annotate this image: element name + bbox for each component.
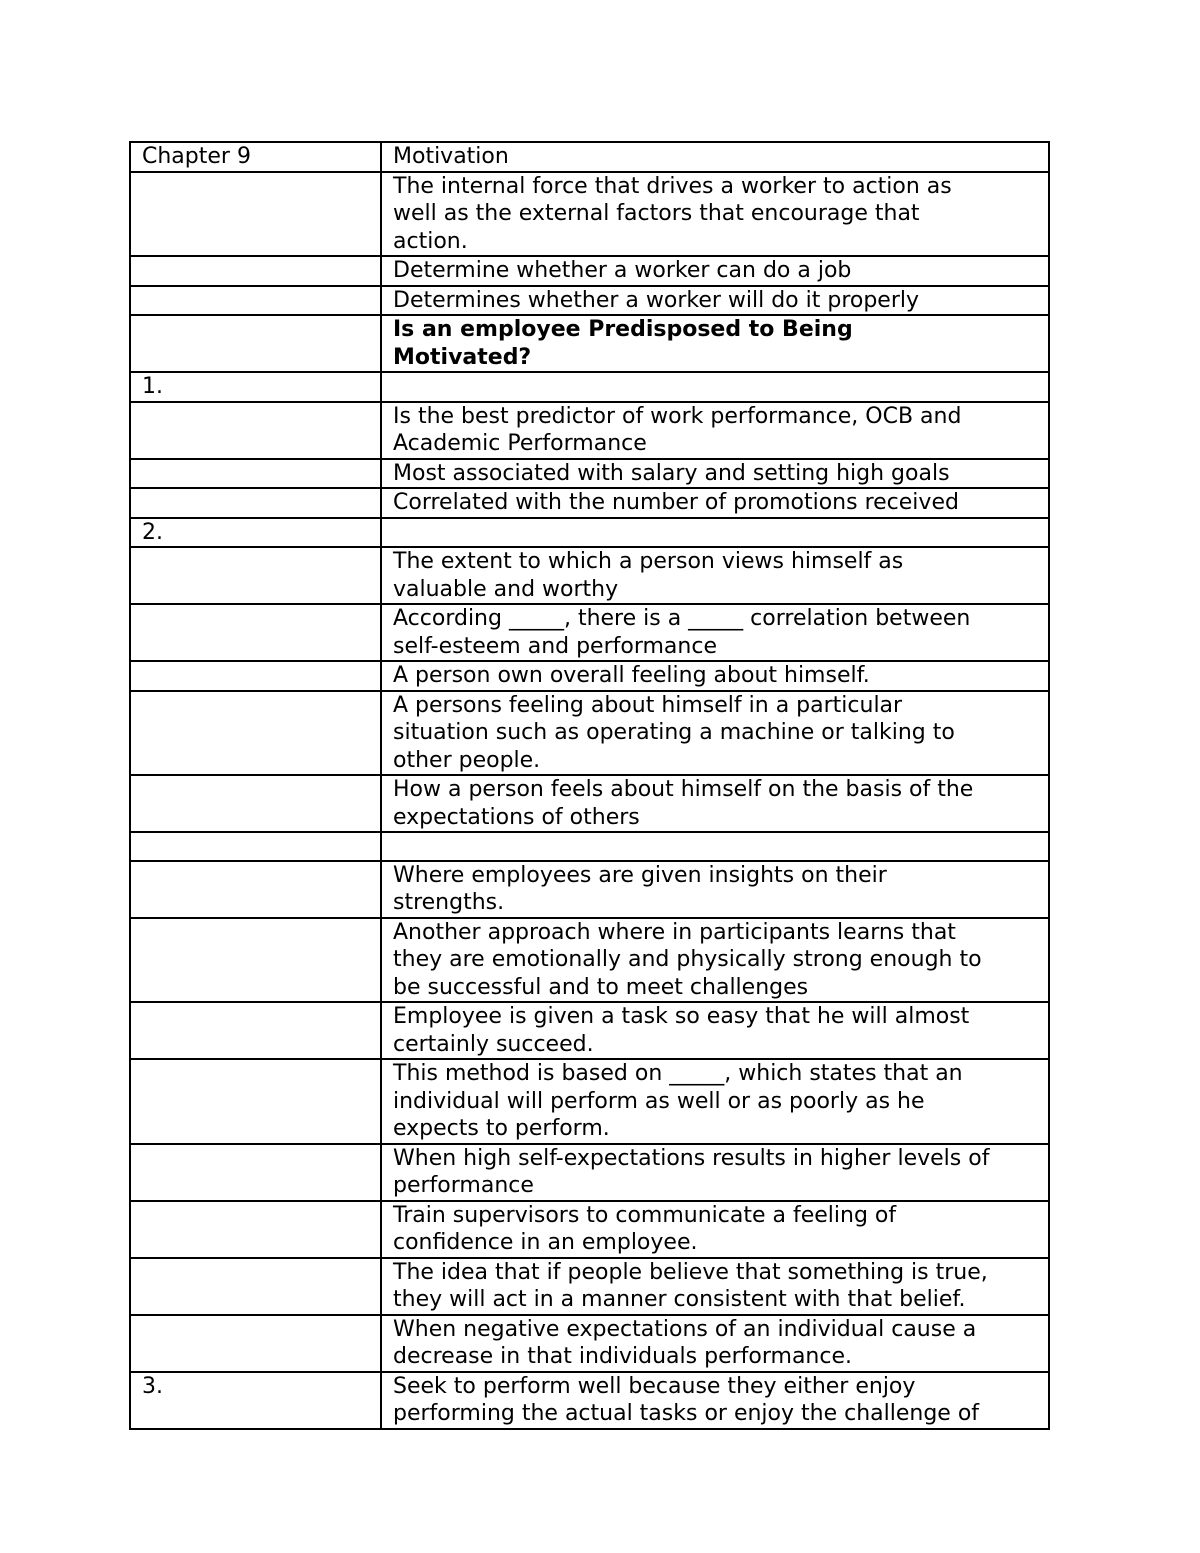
row-label-cell: [130, 1059, 381, 1144]
row-label-cell: [130, 315, 381, 372]
row-text-cell: Employee is given a task so easy that he will almost certainly succeed.: [381, 1002, 1049, 1059]
row-text-cell: Determines whether a worker will do it properly: [381, 286, 1049, 316]
row-text-cell: Most associated with salary and setting high goals: [381, 459, 1049, 489]
row-text-cell: Another approach where in participants learns that they are emotionally and physically strong enough to be successful and to meet challenges: [381, 918, 1049, 1003]
notes-table-body: [130, 142, 1049, 1429]
table-row: [130, 832, 1049, 861]
row-label-cell: [130, 832, 381, 861]
table-row: [130, 918, 1049, 1003]
table-row: [130, 1201, 1049, 1258]
row-label-cell: [130, 1201, 381, 1258]
table-row: [130, 488, 1049, 518]
row-text-cell: The internal force that drives a worker to action as well as the external factors that encourage that action.: [381, 172, 1049, 257]
row-label-cell: [130, 547, 381, 604]
row-text-cell: When negative expectations of an individual cause a decrease in that individuals performance.: [381, 1315, 1049, 1372]
table-row: [130, 775, 1049, 832]
table-row: [130, 1258, 1049, 1315]
row-text-cell: [381, 518, 1049, 548]
table-row: [130, 315, 1049, 372]
row-label-cell: [130, 918, 381, 1003]
row-text-cell: A person own overall feeling about himself.: [381, 661, 1049, 691]
notes-table: [129, 141, 1050, 1430]
table-row: [130, 1315, 1049, 1372]
row-text-cell: [381, 372, 1049, 402]
row-label-cell: 2.: [130, 518, 381, 548]
table-row: [130, 372, 1049, 402]
table-row: [130, 691, 1049, 776]
row-label-cell: 1.: [130, 372, 381, 402]
row-label-cell: [130, 604, 381, 661]
table-row: [130, 172, 1049, 257]
row-label-cell: [130, 775, 381, 832]
row-text-cell: The extent to which a person views himself as valuable and worthy: [381, 547, 1049, 604]
row-label-cell: [130, 1002, 381, 1059]
row-label-cell: [130, 488, 381, 518]
row-label-cell: [130, 256, 381, 286]
row-label-cell: [130, 286, 381, 316]
row-label-cell: [130, 1144, 381, 1201]
row-text-cell: How a person feels about himself on the basis of the expectations of others: [381, 775, 1049, 832]
table-row: [130, 1144, 1049, 1201]
row-label-cell: [130, 661, 381, 691]
row-text-cell: When high self-expectations results in higher levels of performance: [381, 1144, 1049, 1201]
row-text-cell: According _____, there is a _____ correlation between self-esteem and performance: [381, 604, 1049, 661]
row-label-cell: [130, 1258, 381, 1315]
row-text-cell: Is the best predictor of work performance, OCB and Academic Performance: [381, 402, 1049, 459]
row-text-cell: Motivation: [381, 142, 1049, 172]
table-row: [130, 1002, 1049, 1059]
table-row: [130, 604, 1049, 661]
row-text-cell: The idea that if people believe that something is true, they will act in a manner consistent with that belief.: [381, 1258, 1049, 1315]
table-row: [130, 861, 1049, 918]
row-text-cell: Seek to perform well because they either enjoy performing the actual tasks or enjoy the challenge of: [381, 1372, 1049, 1429]
row-text-cell: Correlated with the number of promotions received: [381, 488, 1049, 518]
row-label-cell: [130, 402, 381, 459]
row-label-cell: 3.: [130, 1372, 381, 1429]
row-label-cell: [130, 1315, 381, 1372]
row-text-cell: A persons feeling about himself in a particular situation such as operating a machine or talking to other people.: [381, 691, 1049, 776]
row-label-cell: [130, 861, 381, 918]
table-row: [130, 286, 1049, 316]
row-text-cell: Determine whether a worker can do a job: [381, 256, 1049, 286]
table-row: [130, 459, 1049, 489]
table-row: [130, 547, 1049, 604]
table-row: [130, 142, 1049, 172]
row-text-cell: Where employees are given insights on their strengths.: [381, 861, 1049, 918]
table-row: [130, 1059, 1049, 1144]
table-row: [130, 256, 1049, 286]
row-label-cell: [130, 691, 381, 776]
table-row: [130, 518, 1049, 548]
row-text-cell: Train supervisors to communicate a feeling of confidence in an employee.: [381, 1201, 1049, 1258]
section-heading-cell: Is an employee Predisposed to Being Motivated?: [381, 315, 1049, 372]
row-label-cell: [130, 459, 381, 489]
row-text-cell: [381, 832, 1049, 861]
table-row: [130, 402, 1049, 459]
row-text-cell: This method is based on _____, which states that an individual will perform as well or as poorly as he expects to perform.: [381, 1059, 1049, 1144]
table-row: [130, 1372, 1049, 1429]
table-row: [130, 661, 1049, 691]
row-label-cell: Chapter 9: [130, 142, 381, 172]
row-label-cell: [130, 172, 381, 257]
